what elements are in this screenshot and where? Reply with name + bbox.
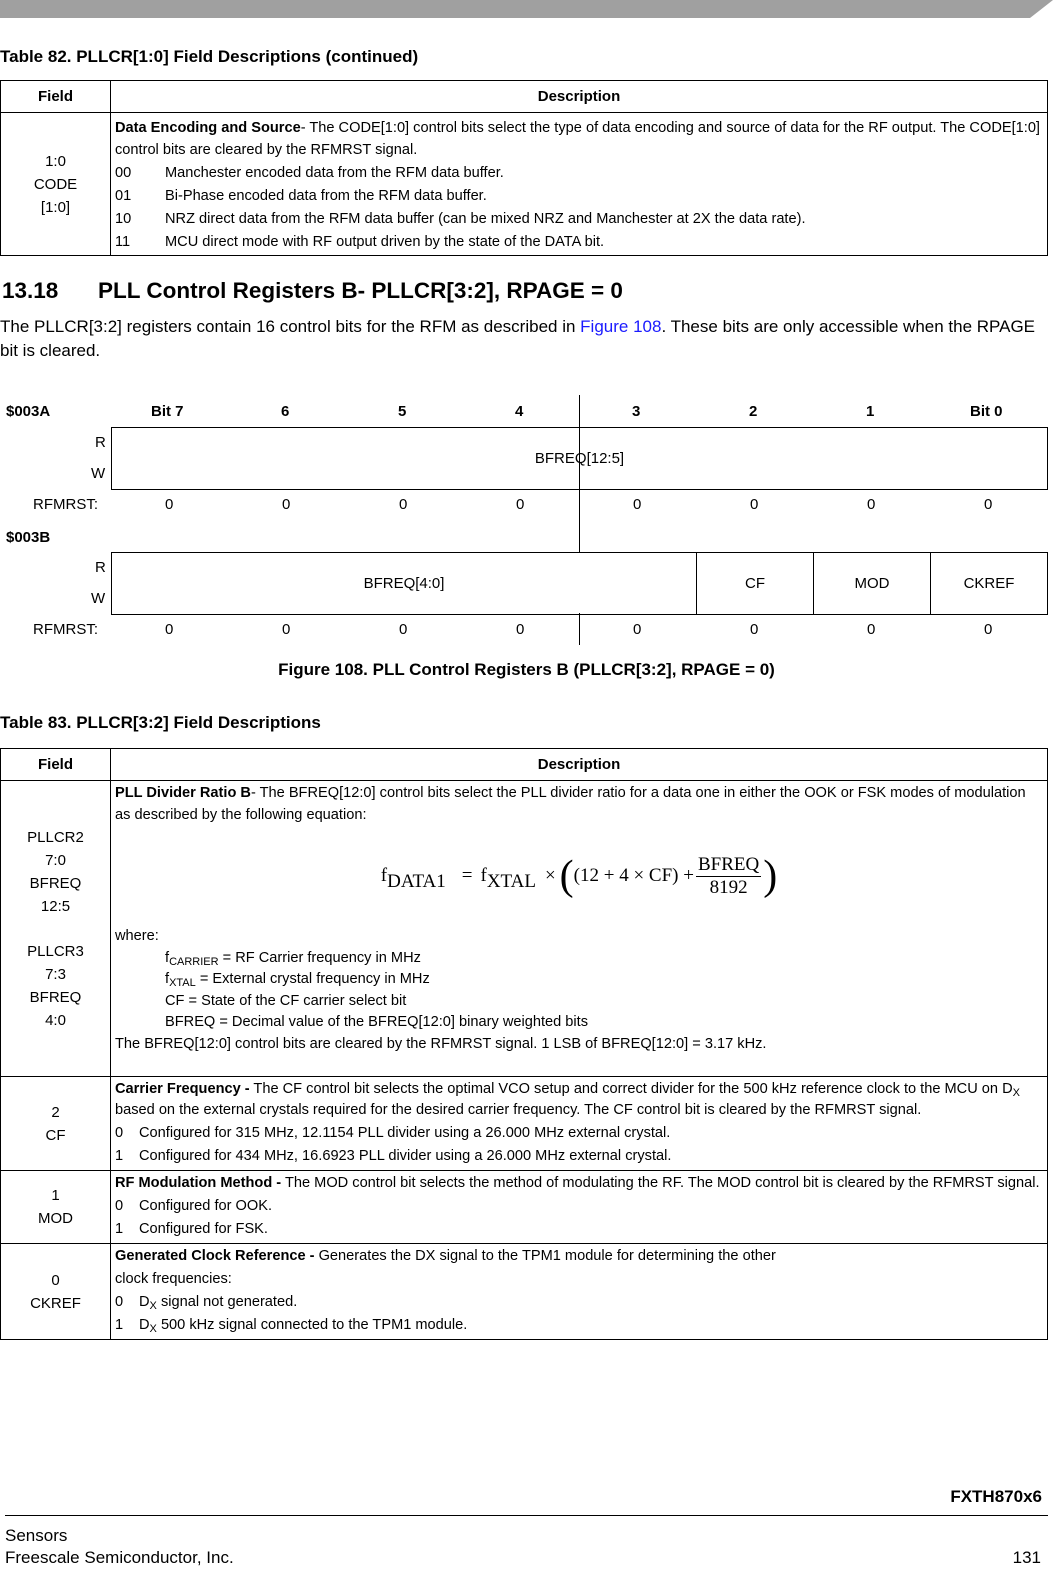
reset-value: 0 <box>984 621 993 638</box>
table82 <box>0 80 1048 256</box>
bit-header: 1 <box>866 403 875 420</box>
bfreq-12-5-field: BFREQ[12:5] <box>111 427 1048 490</box>
reset-label: RFMRST: <box>33 621 98 638</box>
bit-header: 2 <box>749 403 758 420</box>
bfreq-4-0-field: BFREQ[4:0] <box>111 552 697 615</box>
reset-value: 0 <box>165 621 174 638</box>
mod-field: MOD <box>813 552 931 615</box>
register-address-1: $003A <box>6 403 51 420</box>
ckref-field: CKREF <box>930 552 1048 615</box>
section-number: 13.18 <box>2 278 59 303</box>
table82-caption: Table 82. PLLCR[1:0] Field Descriptions (continued) <box>0 47 419 66</box>
section-paragraph: The PLLCR[3:2] registers contain 16 control bits for the RFM as described in Figure 108. These bits are only accessible when the RPAGE bit is cleared. <box>0 317 1036 360</box>
bit-header: Bit 7 <box>151 403 184 420</box>
desc-ckref: Generated Clock Reference - Generates the DX signal to the TPM1 module for determining the other clock frequencies: 0 $D_X$ signal not generated. 1 $D_X$ 500 kHz signal connected to the TPM1 module. <box>111 1244 1048 1340</box>
figure-108-link[interactable]: Figure 108 <box>580 317 662 336</box>
reset-value: 0 <box>282 621 291 638</box>
figure-caption: Figure 108. PLL Control Registers B (PLLCR[3:2], RPAGE = 0) <box>278 660 775 679</box>
reset-value: 0 <box>633 496 642 513</box>
field-code: 1:0 CODE [1:0] <box>1 113 111 256</box>
field-bfreq: PLLCR2 7:0 BFREQ 12:5 PLLCR3 7:3 BFREQ 4:0 <box>1 781 111 1077</box>
reset-value: 0 <box>399 621 408 638</box>
bit-header: 6 <box>281 403 290 420</box>
field-cf: 2 CF <box>1 1077 111 1171</box>
bfreq-equation: f DATA1 = f XTAL × ( (12 + 4 × CF) + $\frac{\text{BFREQ}}{8192}$ ) <box>380 853 778 899</box>
footer-company: Freescale Semiconductor, Inc. <box>5 1548 234 1567</box>
table-row <box>1 1244 1048 1340</box>
field-ckref: 0 CKREF <box>1 1244 111 1340</box>
read-label: R <box>95 559 106 576</box>
desc-mod: RF Modulation Method - The MOD control bit selects the method of modulating the RF. The MOD control bit is cleared by the RFMRST signal. 0 Configured for OOK. 1 Configured for FSK. <box>111 1171 1048 1244</box>
read-label: R <box>95 434 106 451</box>
table83-desc-header: Description <box>111 749 1048 781</box>
footer-category: Sensors <box>5 1526 68 1545</box>
bit-header: 5 <box>398 403 407 420</box>
table-row <box>1 781 1048 1077</box>
reset-value: 0 <box>516 496 525 513</box>
cf-field: CF <box>696 552 814 615</box>
table82-desc-header: Description <box>111 81 1048 113</box>
register-address-2: $003B <box>6 529 51 546</box>
table83 <box>0 748 1048 1340</box>
table-row <box>1 113 1048 256</box>
table-row <box>1 1077 1048 1171</box>
desc-cf: Carrier Frequency - The CF control bit selects the optimal VCO setup and correct divider for the 500 kHz reference clock to the MCU on $D_X$ based on the external crystals required for the desired carrier frequency. The CF control bit is cleared by the RFMRST signal. 0 Configured for 315 MHz, 12.1154 PLL divider using a 26.000 MHz external crystal. 1 Configured for 434 MHz, 16.6923 PLL divider using a 26.000 MHz external crystal. <box>111 1077 1048 1171</box>
reset-value: 0 <box>633 621 642 638</box>
desc-bfreq: PLL Divider Ratio B- The BFREQ[12:0] control bits select the PLL divider ratio for a data one in either the OOK or FSK modes of modulation as described by the following equation: f DATA1 = f XTAL × ( (12 + 4 × CF) + $\frac{\text{BFREQ}}{8192}$ ) where: $f_{CARRIER}$ = RF Carrier frequency in MHz $f_{XTAL}$ = External crystal frequency in MHz CF = State of the CF carrier select bit BFREQ = Decimal value of the BFREQ[12:0] binary weighted bits The BFREQ[12:0] control bits are cleared by the RFMRST signal. 1 LSB of BFREQ[12:0] = 3.17 kHz. <box>111 781 1048 1077</box>
bit-header: Bit 0 <box>970 403 1003 420</box>
header-bar <box>0 0 1053 18</box>
table83-caption: Table 83. PLLCR[3:2] Field Descriptions <box>0 713 321 732</box>
reset-value: 0 <box>750 621 759 638</box>
reset-label: RFMRST: <box>33 496 98 513</box>
write-label: W <box>91 590 106 607</box>
reset-value: 0 <box>984 496 993 513</box>
reset-value: 0 <box>516 621 525 638</box>
reset-value: 0 <box>867 621 876 638</box>
bit-header: 3 <box>632 403 641 420</box>
table82-field-header: Field <box>1 81 111 113</box>
table-row <box>1 1171 1048 1244</box>
table83-field-header: Field <box>1 749 111 781</box>
section-title: PLL Control Registers B- PLLCR[3:2], RPAGE = 0 <box>98 278 623 303</box>
reset-value: 0 <box>282 496 291 513</box>
register-map <box>0 395 1053 650</box>
field-mod: 1 MOD <box>1 1171 111 1244</box>
write-label: W <box>91 465 106 482</box>
page-number: 131 <box>1012 1548 1041 1567</box>
section-heading <box>2 278 623 304</box>
desc-code: Data Encoding and Source- The CODE[1:0] control bits select the type of data encoding and source of data for the RF output. The CODE[1:0] control bits are cleared by the RFMRST signal. 00 Manchester encoded data from the RFM data buffer. 01 Bi-Phase encoded data from the RFM data buffer. 10 NRZ direct data from the RFM data buffer (can be mixed NRZ and Manchester at 2X the data rate). 11 MCU direct mode with RF output driven by the state of the DATA bit. <box>111 113 1048 256</box>
nibble-divider <box>579 613 580 645</box>
document-id: FXTH870x6 <box>950 1487 1042 1506</box>
footer-rule <box>5 1515 1048 1516</box>
reset-value: 0 <box>165 496 174 513</box>
reset-value: 0 <box>750 496 759 513</box>
reset-value: 0 <box>399 496 408 513</box>
reset-value: 0 <box>867 496 876 513</box>
bit-header: 4 <box>515 403 524 420</box>
